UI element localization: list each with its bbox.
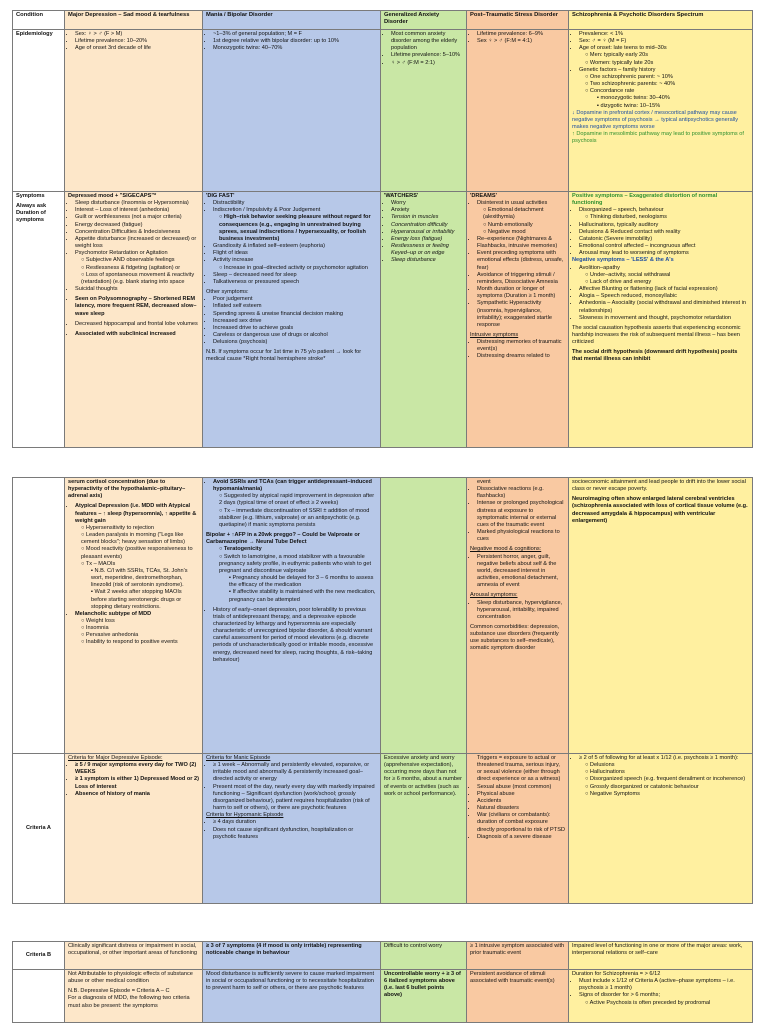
list-item: • Marked physiological reactions to cues	[477, 529, 565, 543]
list-item: • Sleep disturbance (Insomnia or Hypersomnia)	[75, 200, 199, 207]
list-item: ○ Mood reactivity (positive responsiveness to pleasant events)	[81, 546, 193, 560]
list-item: • History of early–onset depression, poor tolerability to previous trials of antidepressant therapy, and a depressive episode characterized by lethargy and hypersomnia are especially characteristic of unrecognized bipolar disorder, & should warrant careful assessment for period of mood elevations (e.g. discrete periods of uncharacteristically good or irritable moods, excessive energy, decreased need for sleep, racing thoughts, & risk–taking behaviour)	[213, 607, 377, 664]
row-label-criteria-b: Criteria B	[13, 942, 65, 970]
list-item: • Distractibility	[213, 200, 377, 207]
list-item: • Distressing dreams related to	[477, 353, 565, 360]
table-block-2	[12, 477, 753, 904]
list-item: ○ Increase in goal–directed activity or psychomotor agitation	[219, 264, 368, 271]
list-item: Triggers = exposure to actual or threatened trauma, serious injury, or sexual violence (either through direct experience or as a witness)	[477, 755, 561, 783]
list-item: • Sex ♀ > ♂ (F:M = 4:1)	[477, 38, 565, 45]
list-item: • Appetite disturbance (increased or decreased) or weight loss	[75, 236, 199, 250]
list-item: • ≥ 4 days duration	[213, 819, 377, 826]
drift-continuation: socioeconomic attainment and lead people to drift into the lower social class or never escape poverty.	[572, 479, 746, 493]
epi-ptsd	[467, 30, 569, 192]
list-item: • Grandiosity & inflated self–esteem (euphoria)	[213, 243, 377, 250]
list-item: ○ Subjective AND observable feelings	[81, 257, 175, 264]
list-item: • Distressing memories of traumatic event(s)	[477, 339, 565, 353]
intrusive-symptoms-title: Intrusive symptoms	[470, 331, 519, 338]
list-item: ○ Inability to respond to positive events	[81, 639, 178, 646]
social-causation-note: The social causation hypothesis asserts that experiencing economic hardship increases the risk of subsequent mental illness – has been criticized	[572, 324, 741, 346]
list-item: • Guilt or worthlessness (not a major criteria)	[75, 214, 199, 221]
table-block-3	[12, 941, 753, 1023]
list-item: • Disorganized – speech, behaviour	[579, 207, 749, 214]
list-item: • Slowness in movement and thought, psychomotor retardation	[579, 315, 749, 322]
list-item: • Delusions (psychosis)	[213, 339, 377, 346]
list-item: • Catatonic (Severe immobility)	[579, 236, 749, 243]
epi-gad	[381, 30, 467, 192]
list-item: • ~1–3% of general population; M = F	[213, 31, 377, 38]
list-item: ▪ If affective stability is maintained with the new medication, pregnancy can be attempted	[229, 589, 376, 603]
cortisol-note: serum cortisol concentration (due to hyperactivity of the hypothalamic–pituitary–adrenal axis)	[68, 479, 186, 500]
dopamine-prefrontal-note: ↓ Dopamine in prefrontal cortex / mesocortical pathway may cause negative symptoms of psychosis → typical antipsychotics generally makes negative symptoms worse	[572, 109, 739, 131]
criteria-c-ptsd: Persistent avoidance of stimuli associated with traumatic event(s)	[467, 970, 569, 1023]
list-item: • Energy loss (fatigue)	[391, 236, 463, 243]
list-item: • ≥ 1 symptom is either 1) Depressed Mood or 2) Loss of interest	[75, 776, 199, 790]
list-item: • Accidents	[477, 798, 565, 805]
list-item: ○ Active Psychosis is often preceded by prodromal	[585, 999, 711, 1006]
schizo-duration-title: Duration for Schizophrenia = > 6/12	[572, 971, 661, 977]
list-item: ○ Weight loss	[81, 617, 115, 624]
list-item: • Spending sprees & unwise financial decision making	[213, 311, 377, 318]
symptoms-duration-note: Always ask Duration of symptoms	[16, 203, 47, 224]
list-item: • Diagnosis of a severe disease	[477, 834, 565, 841]
list-item: • Lifetime prevalence: 5–10%	[391, 52, 463, 59]
list-item: • Monozygotic twins: 40–70%	[213, 45, 377, 52]
depressive-episode-note: N.B. Depressive Episode = Criteria A – C	[68, 988, 170, 995]
list-item: • Event preceding symptoms with emotional effects (distress, unsafe, fear)	[477, 250, 565, 271]
list-item: • Age of onset: late teens to mid–30s	[579, 45, 749, 52]
cont-mania	[203, 478, 381, 754]
list-item: • Psychomotor Retardation or Agitation	[75, 250, 199, 257]
list-item: • Seen on Polysomnography – Shortened REM latency, more frequent REM, decreased slow–wave sleep	[75, 296, 199, 317]
header-row	[13, 11, 753, 30]
list-item: ○ Negative mood	[483, 228, 526, 235]
list-item: ○ One schizophrenic parent: ~ 10%	[585, 73, 673, 80]
epidemiology-row	[13, 30, 753, 192]
list-item: ○ Under–activity, social withdrawal	[585, 271, 671, 278]
list-item: ○ Negative Symptoms	[585, 790, 640, 797]
list-item: • Dissociative reactions (e.g. flashbacks)	[477, 486, 565, 500]
list-item: • Genetic factors – family history	[579, 67, 749, 74]
list-item: • Does not cause significant dysfunction, hospitalization or psychotic features	[213, 827, 377, 841]
list-item: ▪ dizygotic twins: 10–15%	[597, 102, 661, 109]
list-item: ○ Numb emotionally	[483, 221, 533, 228]
arousal-title: Arousal symptoms:	[470, 592, 518, 599]
list-item: ▪ monozygotic twins: 30–40%	[597, 95, 670, 102]
symptoms-mdd	[65, 192, 203, 448]
symptoms-mania	[203, 192, 381, 448]
criteria-b-row	[13, 942, 753, 970]
epi-mania	[203, 30, 381, 192]
list-item: event	[477, 479, 491, 485]
list-item: • Intense or prolonged psychological distress at exposure to symptomatic internal or external cues of the traumatic event	[477, 500, 565, 529]
list-item: • Avolition–apathy	[579, 265, 749, 272]
list-item: • Associated with subclinical increased	[75, 331, 199, 338]
list-item: • Avoidance of triggering stimuli / reminders, Dissociative Amnesia	[477, 272, 565, 286]
list-item: • War (civilians or combatants): duration of combat exposure directly proportional to risk of PTSD	[477, 812, 565, 833]
list-item: • Sexual abuse (most common)	[477, 784, 565, 791]
criteria-b-ptsd: ≥ 1 intrusive symptom associated with prior traumatic event	[467, 942, 569, 970]
list-item: • Hallucinations, typically auditory	[579, 222, 749, 229]
criteria-c-schizophrenia	[569, 970, 753, 1023]
list-item: ○ Delusions	[585, 762, 615, 769]
list-item: • Concentration Difficulties & Indecisiveness	[75, 229, 199, 236]
cont-mdd	[65, 478, 203, 754]
hypomanic-criteria-title: Criteria for Hypomanic Episode	[206, 812, 284, 819]
list-item: ○ Concordance rate	[585, 88, 635, 95]
list-item: ○ High–risk behavior seeking pleasure without regard for consequences (e.g., engaging in unrestrained buying sprees, sexual indiscretions / hypersexuality, or foolish business investments)	[219, 214, 371, 242]
positive-symptoms-title: Positive symptoms – Exaggerated distortion of normal functioning	[572, 193, 718, 207]
criteria-c-gad: Uncontrollable worry + ≥ 3 of 6 italized symptoms above (i.e. last 6 bullet points above)	[381, 970, 467, 1023]
list-item: ▪ Wait 2 weeks after stopping MAOIs before starting serotonergic drugs or stopping dietary restrictions.	[91, 589, 182, 610]
row-label-criteria-a: Criteria A	[13, 754, 65, 904]
pregnancy-title: Bipolar + ↑AFP in a 20wk preggo? – Could be Valproate or Carbamazepine → Neural Tube Defect	[206, 532, 360, 546]
list-item: • Month duration or longer of symptoms (Duration ≥ 1 month)	[477, 286, 565, 300]
symptoms-row	[13, 192, 753, 448]
list-item: • Increased drive to achieve goals	[213, 325, 377, 332]
list-item: • Sleep disturbance	[391, 257, 463, 264]
dig-fast-title: 'DIG FAST'	[206, 193, 235, 199]
not-attributable-note: Not Attributable to physiologic effects of substance abuse or other medical condition	[68, 971, 193, 985]
header-mania: Mania / Bipolar Disorder	[203, 11, 381, 30]
list-item: • Hyperarousal or irritability	[391, 229, 463, 236]
list-item: • Poor judgement	[213, 296, 377, 303]
list-item: • Disinterest in usual activities	[477, 200, 565, 207]
list-item: ○ Lack of drive and energy	[585, 278, 652, 285]
list-item: • Flight of ideas	[213, 250, 377, 257]
criteria-b-mania: ≥ 3 of 7 symptoms (4 if mood is only irritable) representing noticeable change in behaviour	[203, 942, 381, 970]
atypical-depression-title: • Atypical Depression (i.e. MDD with Atypical features – ↑ sleep (hypersomnia), ↑ appetite & weight gain	[75, 503, 199, 524]
list-item: • Worry	[391, 200, 463, 207]
list-item: ○ Loss of spontaneous movement & reactivity (retardation) (e.g. blank staring into space	[81, 271, 195, 285]
comorbidities-note: Common comorbidities: depression, substance use disorders (frequently use substances to self–medicate), somatic symptom disorder	[470, 623, 560, 652]
list-item: ○ Tx – immediate discontinuation of SSRI ± addition of mood stabilizer (e.g. lithium, valproate) or an antipsychotic (e.g. quetiapine) if manic symptoms persists	[219, 507, 370, 528]
list-item: • Energy decreased (fatigue)	[75, 222, 199, 229]
cont-schizophrenia	[569, 478, 753, 754]
list-item: • Present most of the day, nearly every day with markedly impaired functioning – Significant dysfunction (work/school; grossly disorganized behaviour), patient requires hospitalization (risk of harm to self or others), or there are psychotic features	[213, 784, 377, 813]
list-item: ○ Suggested by atypical rapid improvement in depression after 2 days (typical time of onset of effect ≥ 2 weeks)	[219, 493, 375, 507]
mde-criteria-title: Criteria for Major Depressive Episode:	[68, 755, 163, 761]
list-item: • Age of onset 3rd decade of life	[75, 45, 199, 52]
list-item: • Sex: ♂ = ♀ (M = F)	[579, 38, 749, 45]
watchers-title: 'WATCHERS'	[384, 193, 419, 199]
criteria-a-gad: Excessive anxiety and worry (apprehensive expectation), occurring more days than not for ≥ 6 months, about a number of events or activities (such as work or school performance).	[381, 754, 467, 904]
social-drift-note: The social drift hypothesis (downward drift hypothesis) posits that mental illness can inhibit	[572, 349, 738, 363]
dreams-title: 'DREAMS'	[470, 193, 497, 199]
criteria-c-mdd	[65, 970, 203, 1023]
list-item: • Decreased hippocampal and frontal lobe volumes	[75, 321, 199, 328]
list-item: ○ Restlessness & fidgeting (agitation) or	[81, 264, 181, 271]
manic-criteria-title: Criteria for Manic Episode	[206, 755, 271, 761]
list-item: • ≥ 1 week – Abnormally and persistently elevated, expansive, or irritable mood and abnormally & persistently increased goal–directed activity or energy	[213, 762, 377, 783]
symptoms-ptsd	[467, 192, 569, 448]
mania-nb-note: N.B. If symptoms occur for 1st time in 75 y/o patient → look for medical cause *Right frontal hemisphere stroke*	[206, 349, 362, 363]
symptoms-schizophrenia	[569, 192, 753, 448]
list-item: ○ Emotional detachment (alexithymia)	[483, 207, 544, 221]
criteria-b-mdd: Clinically significant distress or impairment in social, occupational, or other important areas of functioning	[65, 942, 203, 970]
list-item: • Interest – Loss of interest (anhedonia)	[75, 207, 199, 214]
criteria-b-gad: Difficult to control worry	[381, 942, 467, 970]
list-item: • Increased sex drive	[213, 318, 377, 325]
list-item: • Sympathetic Hyperactivity (insomnia, hypervigilance, irritability); exaggerated startle response	[477, 300, 565, 329]
list-item: • Alogia – Speech reduced, monosyllabic	[579, 293, 749, 300]
other-symptoms-title: Other symptoms:	[206, 289, 249, 296]
list-item: • Must include x 1/12 of Criteria A (active–phase symptoms – i.e. psychosis ≥ 1 month)	[579, 978, 749, 992]
symptoms-gad	[381, 192, 467, 448]
criteria-a-schizophrenia	[569, 754, 753, 904]
row-label-symptoms: Symptoms	[16, 193, 45, 199]
list-item: ▪ Pregnancy should be delayed for 3 – 6 months to assess the efficacy of the medication	[229, 575, 374, 589]
mdd-diagnosis-note: For a diagnosis of MDD, the following two criteria must also be present: the symptoms	[68, 995, 190, 1009]
list-item: • Sex: ♀ > ♂ (F > M)	[75, 31, 199, 38]
list-item: ○ Men: typically early 20s	[585, 52, 649, 59]
criteria-b-schizophrenia: Impaired level of functioning in one or more of the major areas: work, interpersonal relations or self–care	[569, 942, 753, 970]
list-item: ○ Disorganized speech (e.g. frequent derailment or incoherence)	[585, 776, 746, 783]
list-item: • Sleep disturbance, hypervigilance, hyperarousal, irritability, impaired concentration	[477, 600, 565, 621]
list-item: • Emotional control affected – incongruous affect	[579, 243, 749, 250]
list-item: • Re–experience (Nightmares & Flashbacks, intrusive memories)	[477, 236, 565, 250]
list-item: • ≥ 5 / 9 major symptoms every day for TWO (2) WEEKS	[75, 762, 199, 776]
list-item: • Anhedonia – Asociality (social withdrawal and diminished interest in relationships)	[579, 300, 749, 314]
list-item: • Indiscretion / Impulsivity & Poor Judgement	[213, 207, 377, 214]
dopamine-mesolimbic-note: ↑ Dopamine in mesolimbic pathway may lead to positive symptoms of psychosis	[572, 131, 744, 145]
list-item: ○ Teratogenicity	[219, 546, 262, 553]
list-item: • ♀ > ♂ (F:M = 2:1)	[391, 60, 463, 67]
list-item: • Suicidal thoughts	[75, 286, 199, 293]
criteria-a-ptsd	[467, 754, 569, 904]
epi-schizophrenia	[569, 30, 753, 192]
list-item: • Anxiety	[391, 207, 463, 214]
header-depression: Major Depression – Sad mood & tearfulness	[65, 11, 203, 30]
negative-symptoms-title: Negative symptoms – 'LESS' & the A's	[572, 257, 674, 264]
continuation-row	[13, 478, 753, 754]
list-item: ○ Thinking disturbed, neologisms	[585, 214, 667, 221]
list-item: ○ Switch to lamotrigine, a mood stabilizer with a favourable pregnancy safety profile, in euthymic patients who wish to get pregnant and discontinue valproate	[219, 553, 372, 574]
criteria-a-mania	[203, 754, 381, 904]
list-item: • Careless or dangerous use of drugs or alcohol	[213, 332, 377, 339]
melancholic-title: • Melancholic subtype of MDD	[75, 611, 199, 618]
list-item: • Talkativeness or pressured speech	[213, 279, 377, 286]
criteria-a-mdd	[65, 754, 203, 904]
list-item: • Activity increase	[213, 257, 377, 264]
list-item: • Natural disasters	[477, 805, 565, 812]
list-item: • Prevalence: < 1%	[579, 31, 749, 38]
list-item: • Affective Blunting or flattening (lack of facial expression)	[579, 286, 749, 293]
list-item: ○ Pervasive anhedonia	[81, 632, 139, 639]
list-item: • Delusions & Reduced contact with reality	[579, 229, 749, 236]
list-item: • Tension in muscles	[391, 214, 463, 221]
list-item: • ≥ 2 of 5 of following for at least x 1/12 (i.e. psychosis ≥ 1 month):	[579, 755, 749, 762]
list-item: • Physical abuse	[477, 791, 565, 798]
epi-mdd	[65, 30, 203, 192]
list-item: • Arousal may lead to worsening of symptoms	[579, 250, 749, 257]
header-gad: Generalized Anxiety Disorder	[381, 11, 467, 30]
list-item: • Signs of disorder for > 6 months;	[579, 992, 749, 999]
list-item: ○ Two schizophrenic parents: ~ 40%	[585, 81, 676, 88]
list-item: • Lifetime prevalence: 6–9%	[477, 31, 565, 38]
avoid-ssri-title: • Avoid SSRIs and TCAs (can trigger antidepressant–induced hypomania/mania)	[213, 479, 377, 493]
header-condition: Condition	[13, 11, 65, 30]
criteria-c-mania: Mood disturbance is sufficiently severe to cause marked impairment in social or occupational functioning or to necessitate hospitalization to prevent harm to self or others, or there are psychotic features	[203, 970, 381, 1023]
neuroimaging-note: Neuroimaging often show enlarged lateral cerebral ventricles (schizophrenia associated with loss of cortical tissue volume (e.g. decreased amygdala & hippocampus) with ventricular enlargement)	[572, 496, 748, 524]
list-item: • 1st degree relative with bipolar disorder: up to 10%	[213, 38, 377, 45]
list-item: ○ Hallucinations	[585, 769, 625, 776]
list-item: ○ Hypersensitivity to rejection	[81, 524, 155, 531]
list-item: • Persistent horror, anger, guilt, negative beliefs about self & the world, decreased interest in activities, emotional detachment, amnesia of event	[477, 554, 565, 590]
list-item: ○ Women: typically late 20s	[585, 59, 654, 66]
list-item: • Most common anxiety disorder among the elderly population	[391, 31, 463, 52]
negative-mood-title: Negative mood & cognitions:	[470, 546, 542, 553]
criteria-c-row	[13, 970, 753, 1023]
cont-ptsd	[467, 478, 569, 754]
list-item: ○ Insomnia	[81, 625, 109, 632]
criteria-a-row	[13, 754, 753, 904]
list-item: ○ Grossly disorganized or catatonic behaviour	[585, 783, 699, 790]
header-schizophrenia: Schizophrenia & Psychotic Disorders Spectrum	[569, 11, 753, 30]
list-item: • Concentration difficulty	[391, 222, 463, 229]
header-ptsd: Post–Traumatic Stress Disorder	[467, 11, 569, 30]
sigecaps-title: Depressed mood + "SIGECAPS"*	[68, 193, 157, 199]
list-item: • Sleep – decreased need for sleep	[213, 272, 377, 279]
list-item: ○ Tx – MAOIs	[81, 560, 116, 567]
list-item: ○ Leaden paralysis in morning ("Legs like cement blocks"; heavy sensation of limbs)	[81, 532, 185, 546]
list-item: • Restlessness or feeling Keyed–up or on edge	[391, 243, 463, 257]
list-item: • Inflated self esteem	[213, 303, 377, 310]
list-item: • Lifetime prevalence: 10–20%	[75, 38, 199, 45]
row-label-epidemiology: Epidemiology	[13, 30, 65, 192]
list-item: • Absence of history of mania	[75, 791, 199, 798]
table-block-1	[12, 10, 753, 448]
list-item: ▪ N.B. C/I with SSRIs, TCAs, St. John's wort, meperidine, dextromethorphan, linezolid (risk of serotonin syndrome).	[91, 567, 188, 589]
